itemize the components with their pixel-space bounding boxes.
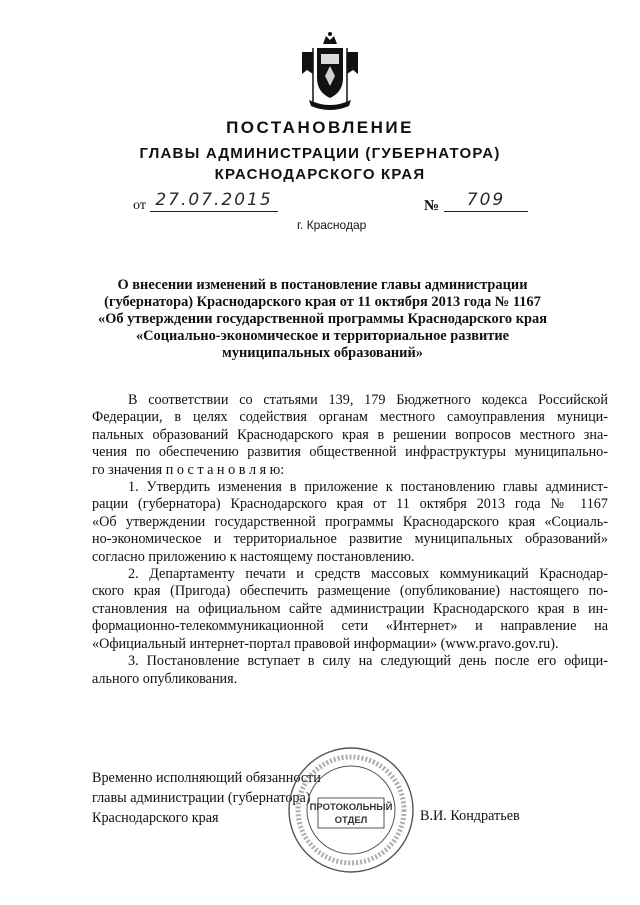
title-line: О внесении изменений в постановление главы администрации <box>117 277 528 293</box>
body-line: пальных образований Краснодарского края в решении вопросов местного зна- <box>92 426 608 443</box>
signatory-position-line: Краснодарского края <box>92 810 219 826</box>
number-label: № <box>424 198 440 214</box>
body-line: «Об утверждении государственной программы Краснодарского края «Социаль- <box>92 513 608 530</box>
issuer-line-1: ГЛАВЫ АДМИНИСТРАЦИИ (ГУБЕРНАТОРА) <box>139 145 501 162</box>
body-line: становления на официальном сайте администрации Краснодарского края в ин- <box>92 600 608 617</box>
document-type-title: ПОСТАНОВЛЕНИЕ <box>226 118 414 137</box>
resolution-title <box>95 277 550 362</box>
title-line: (губернатора) Краснодарского края от 11 октября 2013 года № 1167 <box>104 294 541 310</box>
handwritten-date: 27.07.2015 <box>150 190 278 212</box>
body-line: ального опубликования. <box>92 670 238 687</box>
issuer-line-2: КРАСНОДАРСКОГО КРАЯ <box>214 166 426 183</box>
handwritten-number: 709 <box>444 190 528 212</box>
body-line: 1. Утвердить изменения в приложение к постановлению главы админист- <box>128 479 608 496</box>
body-line: 3. Постановление вступает в силу на следующий день после его офици- <box>128 653 608 670</box>
body-line: «Официальный интернет-портал правовой информации» (www.pravo.gov.ru). <box>92 635 559 652</box>
title-line: «Социально-экономическое и территориальное развитие <box>135 328 510 344</box>
title-line: «Об утверждении государственной программы Краснодарского края <box>98 311 547 327</box>
body-line: но-экономическое и территориальное развитие муниципальных образований» <box>92 531 608 548</box>
date-label: от <box>133 198 146 213</box>
body-line: рации (губернатора) Краснодарского края от 11 октября 2013 года № 1167 <box>92 496 608 513</box>
body-line: го значения п о с т а н о в л я ю: <box>92 461 285 478</box>
stamp-text-line: ОТДЕЛ <box>334 815 368 826</box>
body-line: ского края (Пригода) обеспечить размещение (опубликование) настоящего по- <box>92 583 608 600</box>
body-line: формационно-телекоммуникационной сети «Интернет» и направление на <box>92 618 608 635</box>
title-line: муниципальных образований» <box>222 345 423 361</box>
signatory-position-line: Временно исполняющий обязанности <box>92 770 321 786</box>
city-label: г. Краснодар <box>297 218 367 232</box>
coat-of-arms-emblem <box>299 30 361 110</box>
stamp-text-line: ПРОТОКОЛЬНЫЙ <box>309 802 393 813</box>
signatory-name: В.И. Кондратьев <box>420 808 520 824</box>
body-line: В соответствии со статьями 139, 179 Бюджетного кодекса Российской <box>128 392 608 408</box>
signatory-position-line: главы администрации (губернатора) <box>92 790 311 806</box>
body-line: Федерации, в целях содействия органам местного самоуправления муници- <box>92 409 608 426</box>
body-line: 2. Департаменту печати и средств массовых коммуникаций Краснодар- <box>128 566 608 583</box>
resolution-body <box>92 392 608 688</box>
body-line: согласно приложению к настоящему постановлению. <box>92 548 415 565</box>
body-line: чения по обеспечению развития общественной инфраструктуры муниципально- <box>92 444 608 461</box>
protocol-department-stamp <box>285 744 417 876</box>
